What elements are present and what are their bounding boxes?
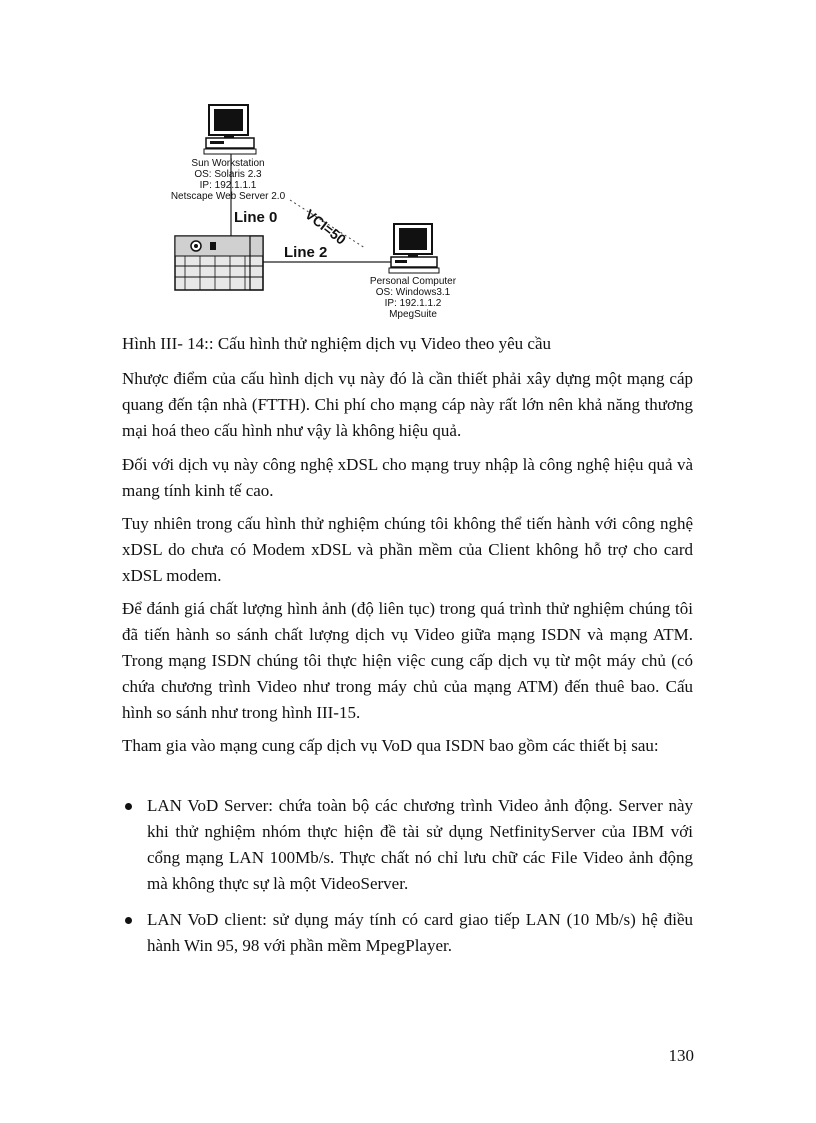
- network-diagram: [150, 96, 490, 332]
- pc-app: MpegSuite: [389, 309, 437, 320]
- sun-workstation-label: [158, 158, 298, 202]
- list-item: [122, 793, 693, 897]
- list-item: [122, 907, 693, 959]
- bullet-icon: [125, 917, 132, 924]
- atm-switch-icon: [175, 236, 263, 290]
- personal-computer-icon: [389, 224, 439, 273]
- paragraph-3: Tuy nhiên trong cấu hình thử nghiệm chúng tôi không thể tiến hành với công nghệ xDSL do chưa có Modem xDSL và phần mềm của Client không hỗ trợ cho card xDSL modem.: [122, 514, 693, 585]
- sun-os: OS: Solaris 2.3: [194, 169, 262, 180]
- device-list: [122, 793, 693, 969]
- sun-workstation-icon: [204, 105, 256, 154]
- pc-os: OS: Windows3.1: [375, 287, 451, 298]
- sun-ip: IP: 192.1.1.1: [199, 180, 257, 191]
- paragraph-2: Đối với dịch vụ này công nghệ xDSL cho mạng truy nhập là công nghệ hiệu quả và mang tính kinh tế cao.: [122, 455, 693, 500]
- page-number: 130: [668, 1046, 694, 1065]
- figure-caption: Hình III- 14:: Cấu hình thử nghiệm dịch vụ Video theo yêu cầu: [122, 334, 552, 353]
- pc-ip: IP: 192.1.1.2: [384, 298, 442, 309]
- line0-label: Line 0: [234, 209, 278, 226]
- bullet-icon: [125, 803, 132, 810]
- list-item-text: LAN VoD Server: chứa toàn bộ các chương trình Video ảnh động. Server này khi thử nghiệm nhóm thực hiện đề tài sử dụng NetfinityServer của IBM với cổng mạng LAN 100Mb/s. Thực chất nó chỉ lưu chữ các File Video ảnh động mà không thực sự là một VideoServer.: [147, 796, 693, 893]
- paragraph-4: Để đánh giá chất lượng hình ảnh (độ liên tục) trong quá trình thử nghiệm chúng tôi đã tiến hành so sánh chất lượng dịch vụ Video giữa mạng ISDN và mạng ATM. Trong mạng ISDN chúng tôi thực hiện việc cung cấp dịch vụ từ một máy chủ (có chứa chương trình Video như trong máy chủ của mạng ATM) đến thuê bao. Cấu hình so sánh như trong hình III-15.: [122, 599, 693, 722]
- sun-name: Sun Workstation: [191, 158, 265, 169]
- vci-label: VCI=50: [302, 206, 350, 248]
- sun-server: Netscape Web Server 2.0: [170, 191, 286, 202]
- paragraph-5: Tham gia vào mạng cung cấp dịch vụ VoD qua ISDN bao gồm các thiết bị sau:: [122, 736, 659, 755]
- paragraph-1: Nhược điểm của cấu hình dịch vụ này đó là cần thiết phải xây dựng một mạng cáp quang đến tận nhà (FTTH). Chi phí cho mạng cáp này rất lớn nên khả năng thương mại hoá theo cấu hình như vậy là không hiệu quả.: [122, 369, 693, 440]
- list-item-text: LAN VoD client: sử dụng máy tính có card giao tiếp LAN (10 Mb/s) hệ điều hành Win 95, 98 với phần mềm MpegPlayer.: [147, 910, 693, 955]
- pc-label: [350, 276, 476, 320]
- pc-name: Personal Computer: [369, 276, 457, 287]
- line2-label: Line 2: [284, 244, 328, 261]
